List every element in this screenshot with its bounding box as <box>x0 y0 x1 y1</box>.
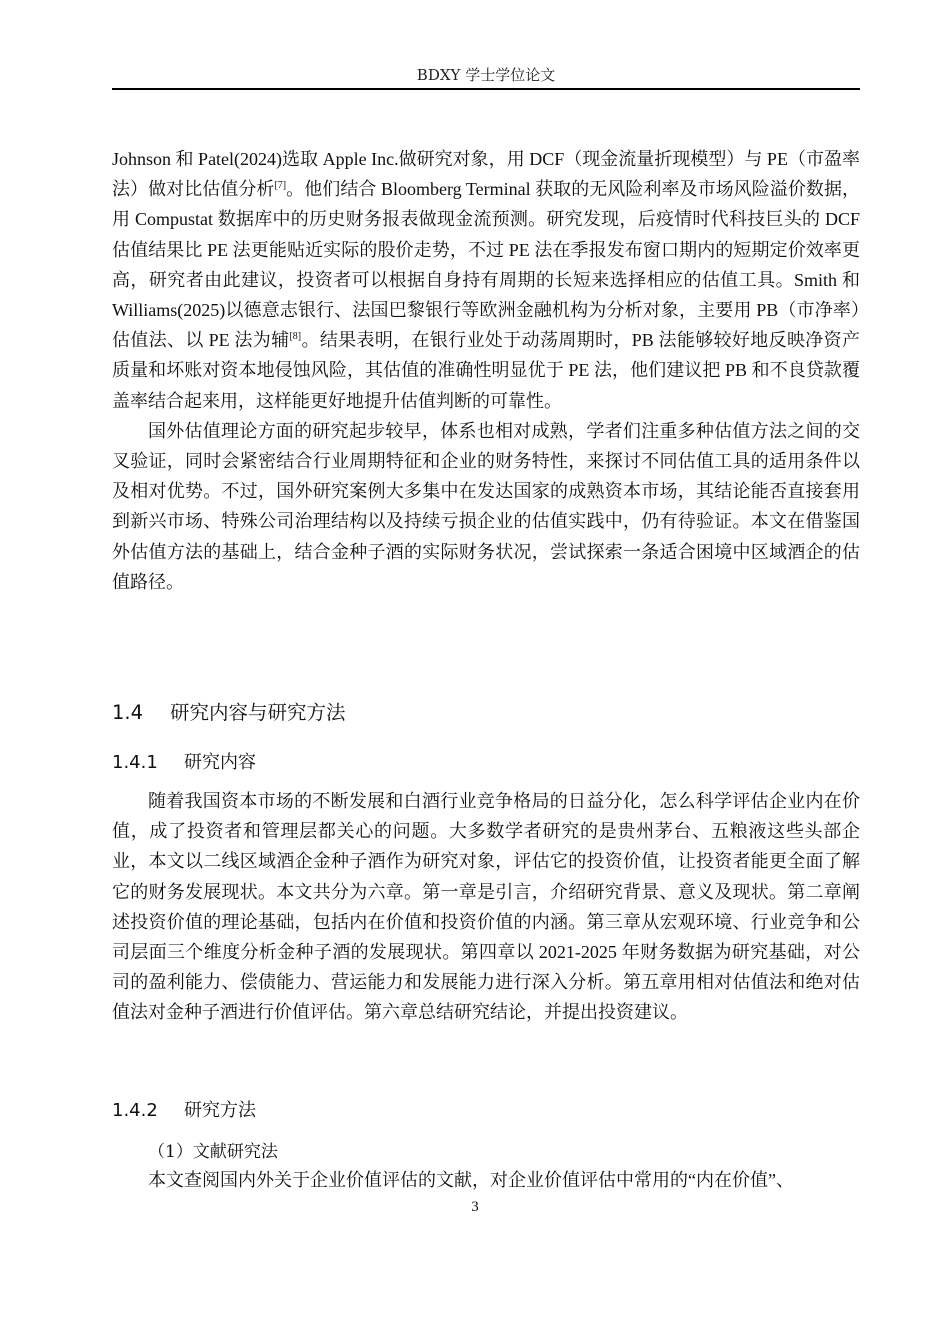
section-heading-1-4-2 <box>112 1096 256 1122</box>
paragraph-text: 。他们结合 Bloomberg Terminal 获取的无风险利率及市场风险溢价数据，用 Compustat 数据库中的历史财务报表做现金流预测。研究发现，后疫情时代科技巨头的 DCF 估值结果比 PE 法更能贴近实际的股价走势，不过 PE 法在季报发布窗口期内的短期定价效率更高，研究者由此建议，投资者可以根据自身持有周期的长短来选择相应的估值工具。Smith 和 Williams(2025)以德意志银行、法国巴黎银行等欧洲金融机构为分析对象，主要用 PB（市净率）估值法、以 PE 法为辅 <box>112 179 860 351</box>
citation-ref: [8] <box>289 331 302 343</box>
section-number: 1.4 <box>112 701 144 724</box>
paragraph-foreign-summary: 国外估值理论方面的研究起步较早，体系也相对成熟，学者们注重多种估值方法之间的交叉验证，同时会紧密结合行业周期特征和企业的财务特性，来探讨不同估值工具的适用条件以及相对优势。不过，国外研究案例大多集中在发达国家的成熟资本市场，其结论能否直接套用到新兴市场、特殊公司治理结构以及持续亏损企业的估值实践中，仍有待验证。本文在借鉴国外估值方法的基础上，结合金种子酒的实际财务状况，尝试探索一条适合困境中区域酒企的估值路径。 <box>112 420 860 592</box>
citation-ref: [7] <box>274 180 287 192</box>
section-title: 研究内容与研究方法 <box>170 701 346 724</box>
paragraph-literature-method: 本文查阅国内外关于企业价值评估的文献，对企业价值评估中常用的“内在价值”、 <box>148 1170 794 1190</box>
section-number: 1.4.2 <box>112 1100 158 1121</box>
section-heading-1-4-1 <box>112 748 256 774</box>
body-block-2 <box>112 786 860 1028</box>
section-title: 研究内容 <box>184 752 256 773</box>
body-block-1 <box>112 144 860 597</box>
section-number: 1.4.1 <box>112 752 158 773</box>
paragraph-text: Johnson 和 Patel(2024)选取 Apple Inc.做研究对象，用 DCF（现金流量折现模型）与 PE（市盈率法）做对比估值分析 <box>112 149 860 200</box>
section-heading-1-4 <box>112 697 346 725</box>
running-header: BDXY 学士学位论文 <box>112 64 860 90</box>
paragraph-research-content: 随着我国资本市场的不断发展和白酒行业竞争格局的日益分化，怎么科学评估企业内在价值，成了投资者和管理层都关心的问题。大多数学者研究的是贵州茅台、五粮液这些头部企业，本文以二线区域酒企金种子酒作为研究对象，评估它的投资价值，让投资者能更全面了解它的财务发展现状。本文共分为六章。第一章是引言，介绍研究背景、意义及现状。第二章阐述投资价值的理论基础，包括内在价值和投资价值的内涵。第三章从宏观环境、行业竞争和公司层面三个维度分析金种子酒的发展现状。第四章以 2021-2025 年财务数据为研究基础，对公司的盈利能力、偿债能力、营运能力和发展能力进行深入分析。第五章用相对估值法和绝对估值法对金种子酒进行价值评估。第六章总结研究结论，并提出投资建议。 <box>112 791 860 1023</box>
paragraph-literature-foreign-cases <box>112 144 860 416</box>
paragraph-text: 。结果表明，在银行业处于动荡周期时，PB 法能够较好地反映净资产质量和坏账对资本地侵蚀风险，其估值的准确性明显优于 PE 法，他们建议把 PB 和不良贷款覆盖率结合起来用，这样能更好地提升估值判断的可靠性。 <box>112 330 861 411</box>
method-subheading-literature: （1）文献研究法 <box>148 1142 278 1162</box>
page-number: 3 <box>471 1199 479 1215</box>
section-title: 研究方法 <box>184 1100 256 1121</box>
